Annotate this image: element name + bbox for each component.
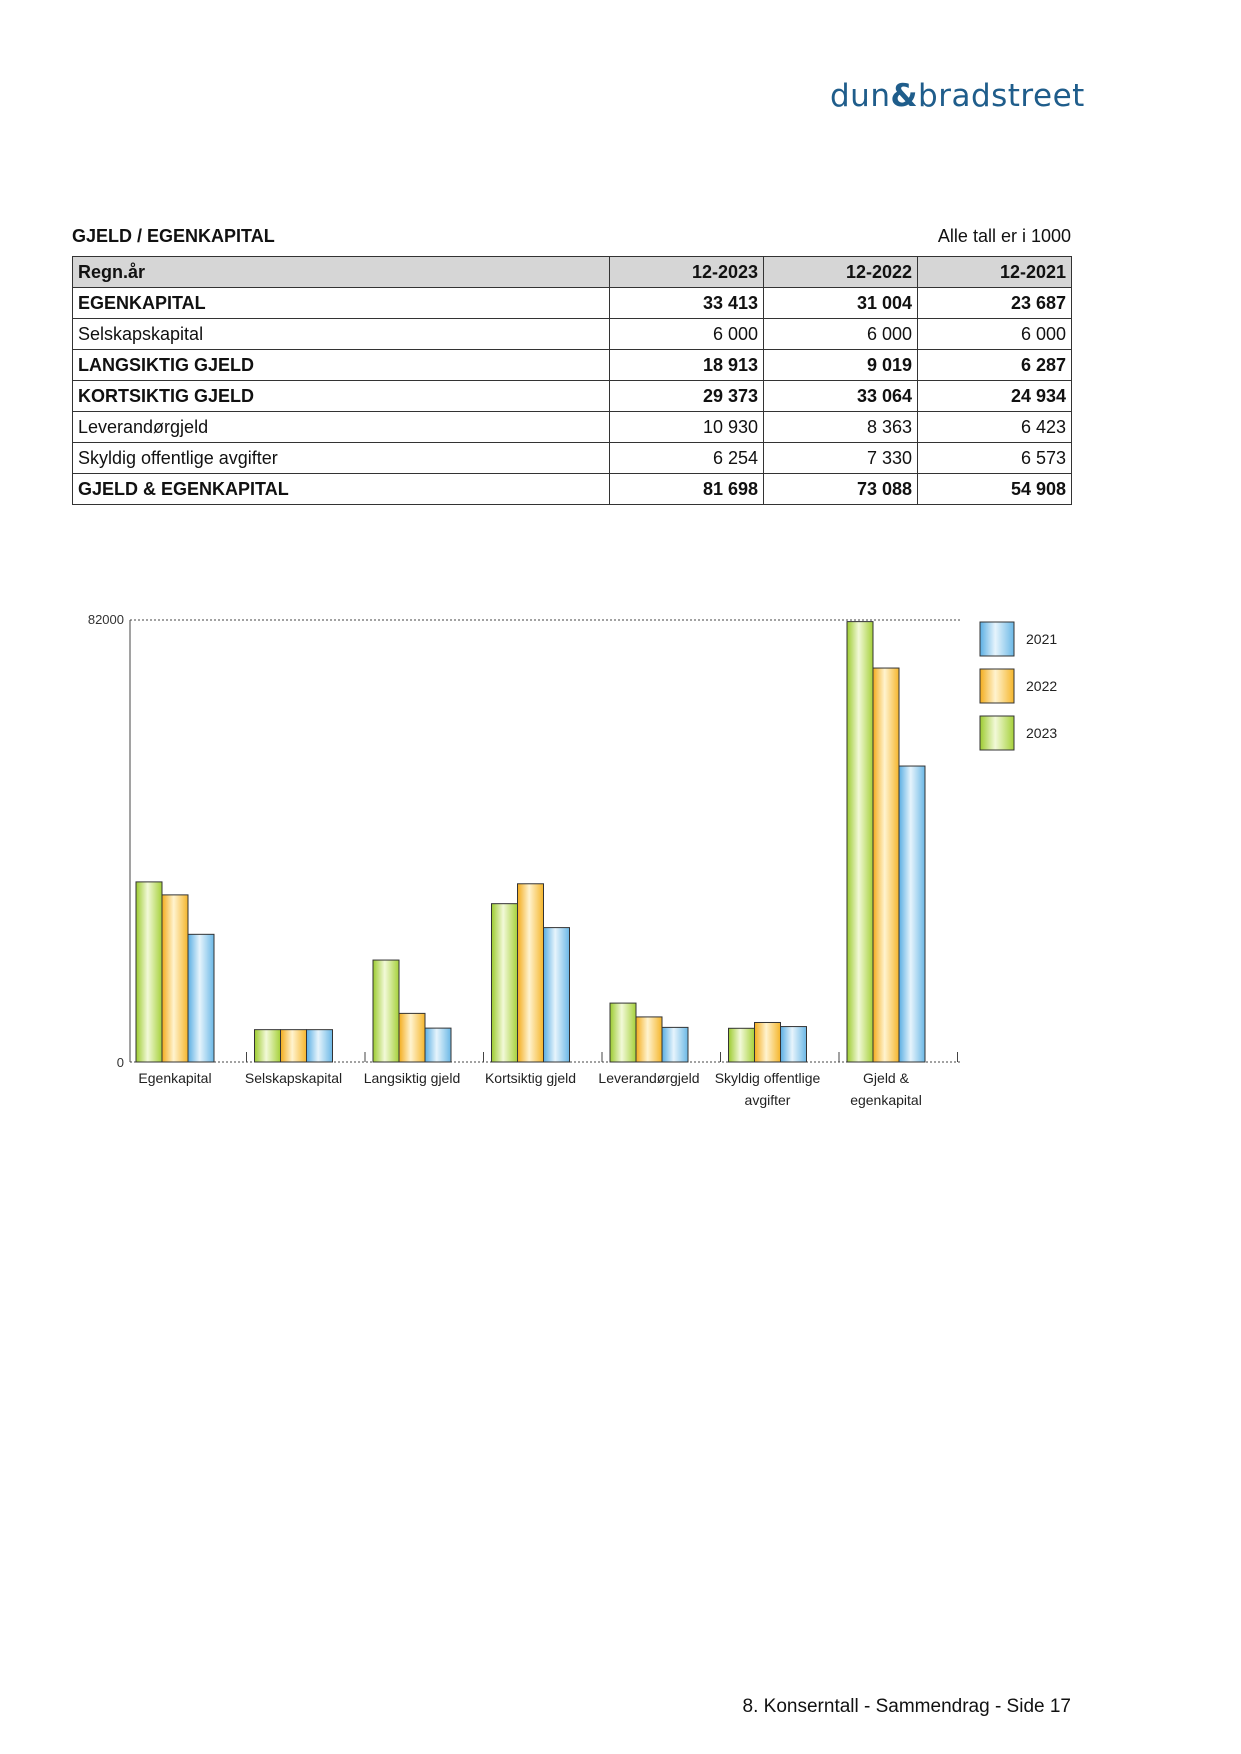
row-value: 6 573 [918,443,1072,474]
row-value: 23 687 [918,288,1072,319]
row-value: 6 000 [918,319,1072,350]
financial-table [72,256,1072,505]
bar-2021 [425,1028,451,1062]
page-footer: 8. Konserntall - Sammendrag - Side 17 [742,1696,1071,1717]
table-row [73,412,1072,443]
row-label: Selskapskapital [73,319,610,350]
row-value: 54 908 [918,474,1072,505]
bar-2023 [847,622,873,1062]
legend-label-2023: 2023 [1026,725,1058,741]
brand-logo-ampersand: & [890,78,919,114]
bar-2021 [662,1027,688,1062]
row-value: 81 698 [610,474,764,505]
bar-2022 [755,1022,781,1062]
unit-note: Alle tall er i 1000 [937,226,1071,246]
row-value: 6 000 [764,319,918,350]
x-category-label: egenkapital [850,1092,922,1108]
bar-2021 [188,934,214,1062]
column-header-2022: 12-2022 [764,257,918,288]
y-tick-label-max: 82000 [87,612,124,627]
x-category-label: Kortsiktig gjeld [484,1070,577,1086]
brand-logo-right: bradstreet [918,78,1085,114]
section-title: GJELD / EGENKAPITAL [72,226,275,246]
bar-2023 [255,1030,281,1062]
row-value: 6 254 [610,443,764,474]
bar-2023 [610,1003,636,1062]
row-value: 6 000 [610,319,764,350]
table-header-row [73,257,1072,288]
row-value: 9 019 [764,350,918,381]
column-header-year: Regn.år [73,257,610,288]
row-value: 33 413 [610,288,764,319]
bar-2022 [162,895,188,1062]
x-category-label: Selskapskapital [244,1070,343,1086]
x-category-label: Gjeld & [863,1070,909,1086]
bar-2022 [873,668,899,1062]
bar-2021 [544,928,570,1062]
x-category-label: Langsiktig gjeld [363,1070,461,1086]
bar-2021 [307,1030,333,1062]
table-row [73,350,1072,381]
legend-swatch-2023 [980,716,1014,750]
row-label: KORTSIKTIG GJELD [73,381,610,412]
row-label: LANGSIKTIG GJELD [73,350,610,381]
bar-2022 [518,884,544,1062]
bar-2023 [373,960,399,1062]
row-value: 7 330 [764,443,918,474]
row-value: 10 930 [610,412,764,443]
row-value: 6 287 [918,350,1072,381]
chart-svg [0,600,1241,1120]
bar-2023 [136,882,162,1062]
table-row [73,381,1072,412]
row-value: 29 373 [610,381,764,412]
x-category-label: Skyldig offentlige [714,1070,821,1086]
table-row [73,288,1072,319]
table-row [73,474,1072,505]
table-row [73,443,1072,474]
bar-2021 [781,1027,807,1062]
bar-2023 [729,1028,755,1062]
column-header-2023: 12-2023 [610,257,764,288]
x-category-label: Egenkapital [138,1070,212,1086]
row-value: 8 363 [764,412,918,443]
x-category-label: avgifter [744,1092,791,1108]
row-value: 18 913 [610,350,764,381]
row-value: 73 088 [764,474,918,505]
legend-swatch-2022 [980,669,1014,703]
row-value: 6 423 [918,412,1072,443]
table-row [73,319,1072,350]
bar-chart [0,600,1241,1125]
brand-logo [830,78,1085,128]
legend-swatch-2021 [980,622,1014,656]
brand-logo-left: dun [830,78,891,114]
x-category-label: Leverandørgjeld [598,1070,700,1086]
row-label: Skyldig offentlige avgifter [73,443,610,474]
table-body [73,288,1072,505]
row-label: Leverandørgjeld [73,412,610,443]
legend-label-2021: 2021 [1026,631,1058,647]
row-label: EGENKAPITAL [73,288,610,319]
column-header-2021: 12-2021 [918,257,1072,288]
bar-2022 [281,1030,307,1062]
bar-2021 [899,766,925,1062]
row-label: GJELD & EGENKAPITAL [73,474,610,505]
bar-2022 [636,1017,662,1062]
bar-2023 [492,904,518,1062]
row-value: 24 934 [918,381,1072,412]
row-value: 33 064 [764,381,918,412]
bar-2022 [399,1013,425,1062]
legend-label-2022: 2022 [1026,678,1058,694]
row-value: 31 004 [764,288,918,319]
y-tick-label-zero: 0 [116,1055,124,1070]
